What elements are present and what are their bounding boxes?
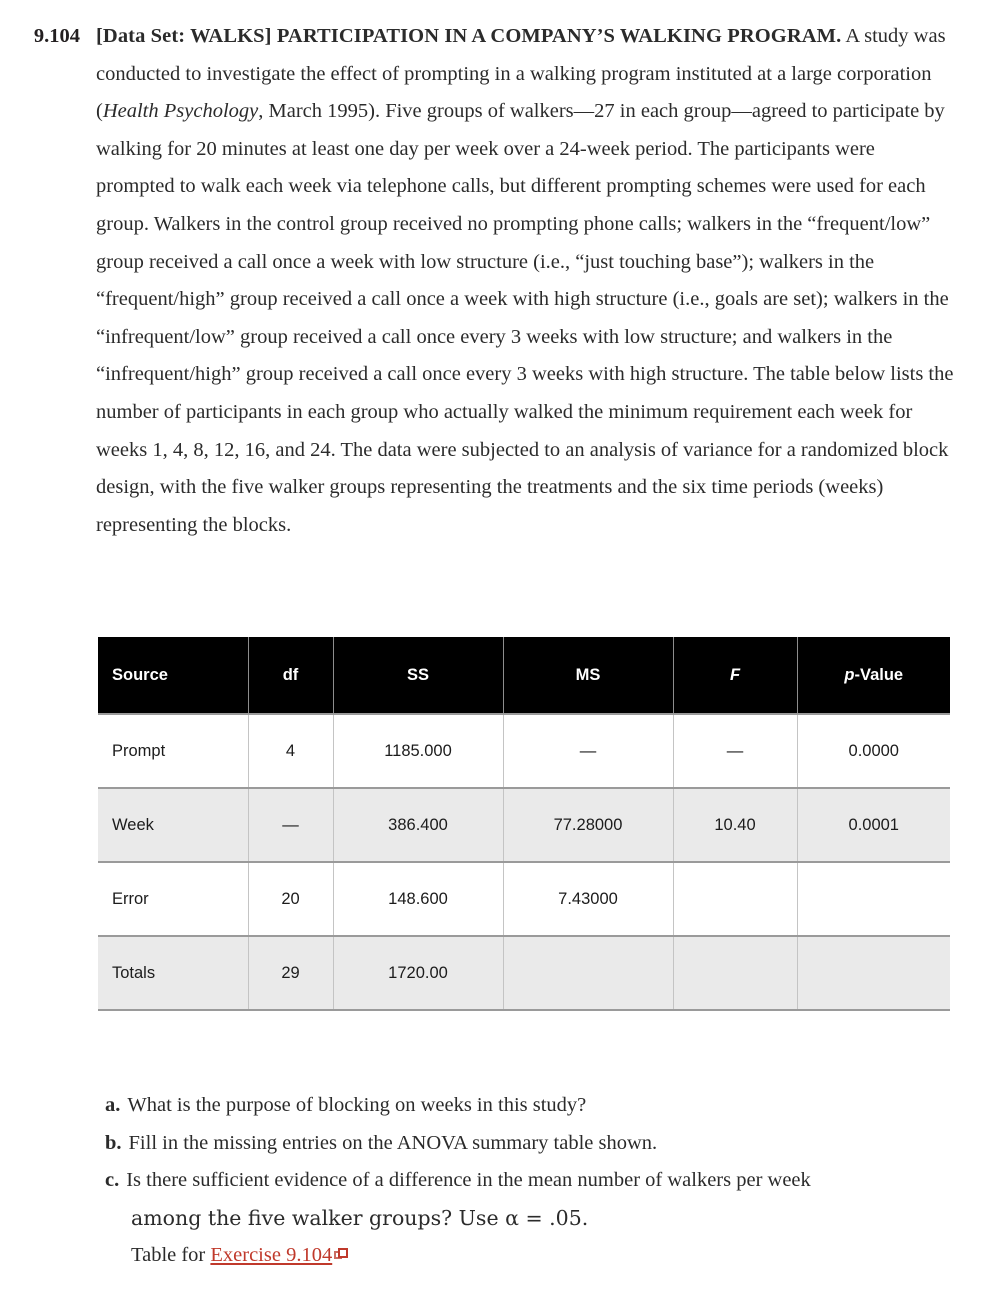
problem-title: PARTICIPATION IN A COMPANY’S WALKING PROGRAM. [276, 25, 842, 47]
problem-row [0, 18, 982, 544]
cell-source: Error [98, 862, 248, 936]
popout-window-icon[interactable] [334, 1248, 348, 1262]
part-letter-c: c. [105, 1169, 120, 1192]
anova-summary-table [98, 637, 950, 1011]
table-for-prefix: Table for [131, 1244, 211, 1267]
table-for-caption [0, 1237, 982, 1275]
cell-df: — [248, 788, 333, 862]
cell-f: 10.40 [673, 788, 797, 862]
p-value-suffix: -Value [854, 665, 904, 684]
journal-name: Health Psychology [102, 100, 259, 123]
cell-p-value [797, 862, 950, 936]
column-header-source: Source [98, 637, 248, 714]
table-row [98, 714, 950, 788]
cell-ss: 386.400 [333, 788, 503, 862]
cell-f [673, 862, 797, 936]
p-symbol: p [844, 665, 855, 684]
problem-text [96, 18, 982, 544]
part-text-b: Fill in the missing entries on the ANOVA summary table shown. [128, 1131, 658, 1154]
dataset-tag: [Data Set: WALKS] [96, 25, 272, 47]
problem-statement [0, 18, 982, 544]
part-letter-a: a. [105, 1094, 121, 1116]
cell-source: Totals [98, 936, 248, 1010]
part-text-c: Is there sufficient evidence of a difference in the mean number of walkers per week [126, 1169, 811, 1192]
cell-source: Prompt [98, 714, 248, 788]
cell-df: 20 [248, 862, 333, 936]
cell-f [673, 936, 797, 1010]
table-row [98, 788, 950, 862]
question-part-a [0, 1087, 982, 1125]
part-letter-b: b. [105, 1131, 122, 1154]
cell-p-value [797, 936, 950, 1010]
cell-ms: 7.43000 [503, 862, 673, 936]
column-header-ms: MS [503, 637, 673, 714]
cell-df: 4 [248, 714, 333, 788]
cell-p-value: 0.0001 [797, 788, 950, 862]
column-header-p-value [797, 637, 950, 714]
part-c-continuation: among the five walker groups? Use α = .05. [131, 1205, 589, 1230]
cell-ss: 1185.000 [333, 714, 503, 788]
question-part-b [0, 1125, 982, 1163]
table-header-row [98, 637, 950, 714]
question-part-c [0, 1162, 982, 1200]
anova-table-container [98, 637, 950, 1011]
problem-body-part-2: , March 1995). Five groups of walkers—27 in each group—agreed to participate by walking for 20 minutes at least one day per week over a 24-week period. The participants were prompted to walk each week via telephone calls, but different prompting schemes were used for each group. Walkers in the control group received no prompting phone calls; walkers in the “frequent/low” group received a call once a week with low structure (i.e., “just touching base”); walkers in the “frequent/high” group received a call once a week with high structure (i.e., goals are set); walkers in the “infrequent/low” group received a call once every 3 weeks with low structure; and walkers in the “infrequent/high” group received a call once every 3 weeks with high structure. The table below lists the number of participants in each group who actually walked the minimum requirement each week for weeks 1, 4, 8, 12, 16, and 24. The data were subjected to an analysis of variance for a randomized block design, with the five walker groups representing the treatments and the six time periods (weeks) representing the blocks. [96, 100, 954, 536]
cell-ms [503, 936, 673, 1010]
cell-ss: 148.600 [333, 862, 503, 936]
column-header-df: df [248, 637, 333, 714]
cell-p-value: 0.0000 [797, 714, 950, 788]
cell-ss: 1720.00 [333, 936, 503, 1010]
column-header-f [673, 637, 797, 714]
cell-df: 29 [248, 936, 333, 1010]
popout-icon-front-square [338, 1248, 348, 1258]
question-parts [0, 1087, 982, 1275]
column-header-ss: SS [333, 637, 503, 714]
part-text-a: What is the purpose of blocking on weeks in this study? [127, 1094, 587, 1116]
exercise-number: 9.104 [33, 25, 80, 47]
exercise-link[interactable]: Exercise 9.104 [210, 1244, 333, 1267]
column-header-f-symbol: F [729, 665, 741, 684]
cell-f: — [673, 714, 797, 788]
table-row [98, 936, 950, 1010]
problem-body-part-1: A study was conducted to investigate the effect of prompting in a walking program instituted at a large corporation ( [96, 25, 946, 123]
cell-source: Week [98, 788, 248, 862]
cell-ms: 77.28000 [503, 788, 673, 862]
cell-ms: — [503, 714, 673, 788]
table-row [98, 862, 950, 936]
